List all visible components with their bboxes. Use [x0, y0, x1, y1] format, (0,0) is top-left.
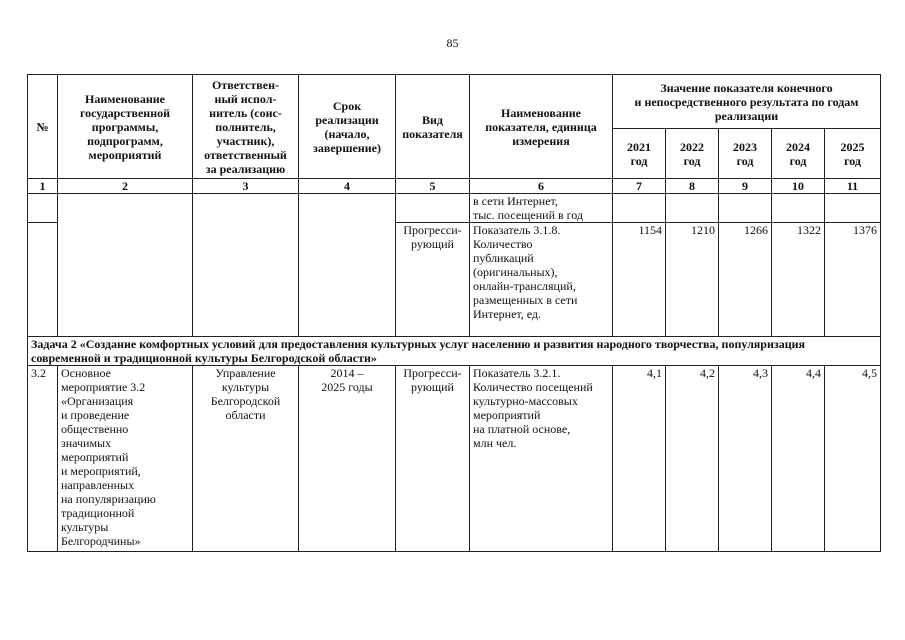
row-number: 3.2 [28, 366, 58, 552]
column-number: 5 [396, 179, 470, 194]
column-number: 11 [825, 179, 881, 194]
column-number: 10 [772, 179, 825, 194]
header-indicator-name: Наименование показателя, единица измерения [470, 75, 613, 179]
column-number: 6 [470, 179, 613, 194]
header-program: Наименование государственной программы, подпрограмм, мероприятий [58, 75, 193, 179]
responsible-executor: Управление культуры Белгородской области [193, 366, 299, 552]
value-2025: 1376 [825, 223, 881, 337]
indicator-continuation: в сети Интернет, тыс. посещений в год [470, 194, 613, 223]
cell-empty [28, 194, 58, 223]
task-title: Задача 2 «Создание комфортных условий для предоставления культурных услуг населению и развития народного творчества, популяризация современной и традиционной культуры Белгородской области» [28, 337, 881, 366]
cell-empty [299, 194, 396, 337]
column-number: 9 [719, 179, 772, 194]
value-2024: 4,4 [772, 366, 825, 552]
implementation-period: 2014 – 2025 годы [299, 366, 396, 552]
value-2022: 1210 [666, 223, 719, 337]
value-2021: 1154 [613, 223, 666, 337]
value-2024: 1322 [772, 223, 825, 337]
table-row [28, 366, 881, 552]
value-2023: 4,3 [719, 366, 772, 552]
header-year: 2025 год [825, 129, 881, 179]
column-number: 1 [28, 179, 58, 194]
cell-empty [719, 194, 772, 223]
header-value-group: Значение показателя конечного и непосредственного результата по годам реализации [613, 75, 881, 129]
header-number: № [28, 75, 58, 179]
cell-empty [28, 223, 58, 337]
value-2025: 4,5 [825, 366, 881, 552]
cell-empty [666, 194, 719, 223]
cell-empty [396, 194, 470, 223]
header-year: 2021 год [613, 129, 666, 179]
indicator-type: Прогресси- рующий [396, 366, 470, 552]
program-name: Основное мероприятие 3.2 «Организация и проведение общественно значимых мероприятий и мероприятий, направленных на популяризацию традиционной культуры Белгородчины» [58, 366, 193, 552]
header-year: 2023 год [719, 129, 772, 179]
column-number: 2 [58, 179, 193, 194]
indicator-type: Прогресси- рующий [396, 223, 470, 337]
header-period: Срок реализации (начало, завершение) [299, 75, 396, 179]
cell-empty [825, 194, 881, 223]
value-2023: 1266 [719, 223, 772, 337]
value-2022: 4,2 [666, 366, 719, 552]
table-row [28, 194, 881, 223]
column-numbers-row [28, 179, 881, 194]
header-responsible: Ответствен- ный испол- нитель (соис- полнитель, участник), ответственный за реализацию [193, 75, 299, 179]
indicator-name: Показатель 3.2.1. Количество посещений культурно-массовых мероприятий на платной основе, млн чел. [470, 366, 613, 552]
header-indicator-type: Вид показателя [396, 75, 470, 179]
cell-empty [193, 194, 299, 337]
column-number: 4 [299, 179, 396, 194]
value-2021: 4,1 [613, 366, 666, 552]
column-number: 3 [193, 179, 299, 194]
header-year: 2024 год [772, 129, 825, 179]
column-number: 8 [666, 179, 719, 194]
page-number: 85 [446, 36, 459, 50]
cell-empty [772, 194, 825, 223]
indicators-table [27, 74, 881, 552]
cell-empty [613, 194, 666, 223]
indicator-name: Показатель 3.1.8. Количество публикаций (оригинальных), онлайн-трансляций, размещенных в сети Интернет, ед. [470, 223, 613, 337]
task-row [28, 337, 881, 366]
cell-empty [58, 194, 193, 337]
header-year: 2022 год [666, 129, 719, 179]
column-number: 7 [613, 179, 666, 194]
